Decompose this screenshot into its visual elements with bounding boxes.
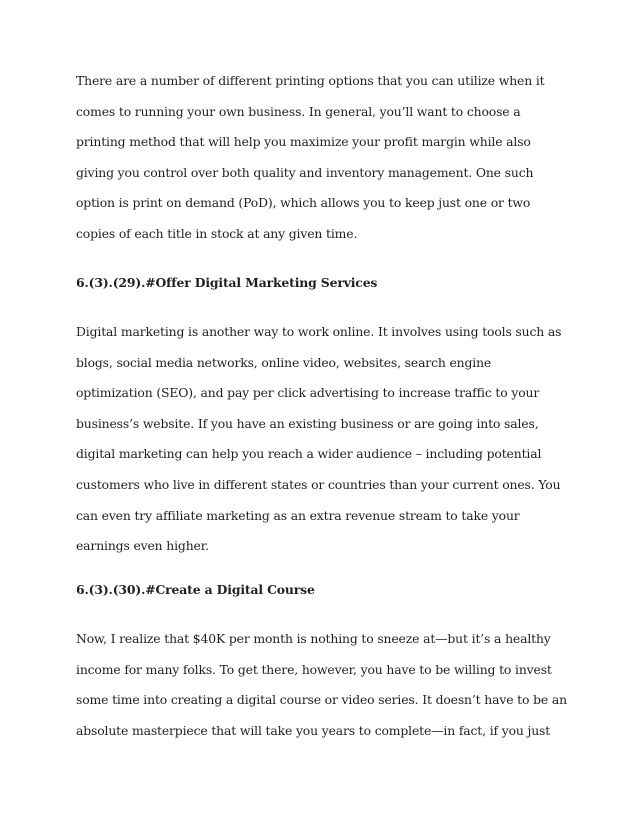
text-line: digital marketing can help you reach a wider audience – including potential <box>76 446 542 462</box>
paragraph-printing-options <box>76 70 544 254</box>
text-line: option is print on demand (PoD), which allows you to keep just one or two <box>76 195 531 211</box>
text-line: absolute masterpiece that will take you years to complete—in fact, if you just <box>76 722 551 738</box>
text-line: Digital marketing is another way to work online. It involves using tools such as <box>76 324 562 339</box>
section-heading-digital-course: 6.(3).(30).#Create a Digital Course <box>76 582 315 597</box>
text-line: income for many folks. To get there, however, you have to be willing to invest <box>76 661 552 677</box>
text-line: There are a number of different printing options that you can utilize when it <box>76 73 545 88</box>
text-line: customers who live in different states or countries than your current ones. You <box>76 476 561 492</box>
text-line: earnings even higher. <box>76 538 209 554</box>
paragraph-digital-marketing <box>76 321 561 566</box>
text-line: giving you control over both quality and inventory management. One such <box>76 164 534 180</box>
text-line: comes to running your own business. In general, you’ll want to choose a <box>76 103 521 119</box>
text-line: Now, I realize that $40K per month is nothing to sneeze at—but it’s a healthy <box>76 631 551 646</box>
text-line: optimization (SEO), and pay per click advertising to increase traffic to your <box>76 385 540 401</box>
text-line: some time into creating a digital course or video series. It doesn’t have to be an <box>76 692 567 708</box>
text-line: business’s website. If you have an existing business or are going into sales, <box>76 415 539 431</box>
text-line: copies of each title in stock at any given time. <box>76 225 358 241</box>
text-line: blogs, social media networks, online video, websites, search engine <box>76 354 492 370</box>
text-line: printing method that will help you maximize your profit margin while also <box>76 134 531 150</box>
paragraph-digital-course <box>76 628 567 750</box>
section-heading-digital-marketing: 6.(3).(29).#Offer Digital Marketing Services <box>76 275 378 290</box>
text-line: can even try affiliate marketing as an extra revenue stream to take your <box>76 507 520 523</box>
